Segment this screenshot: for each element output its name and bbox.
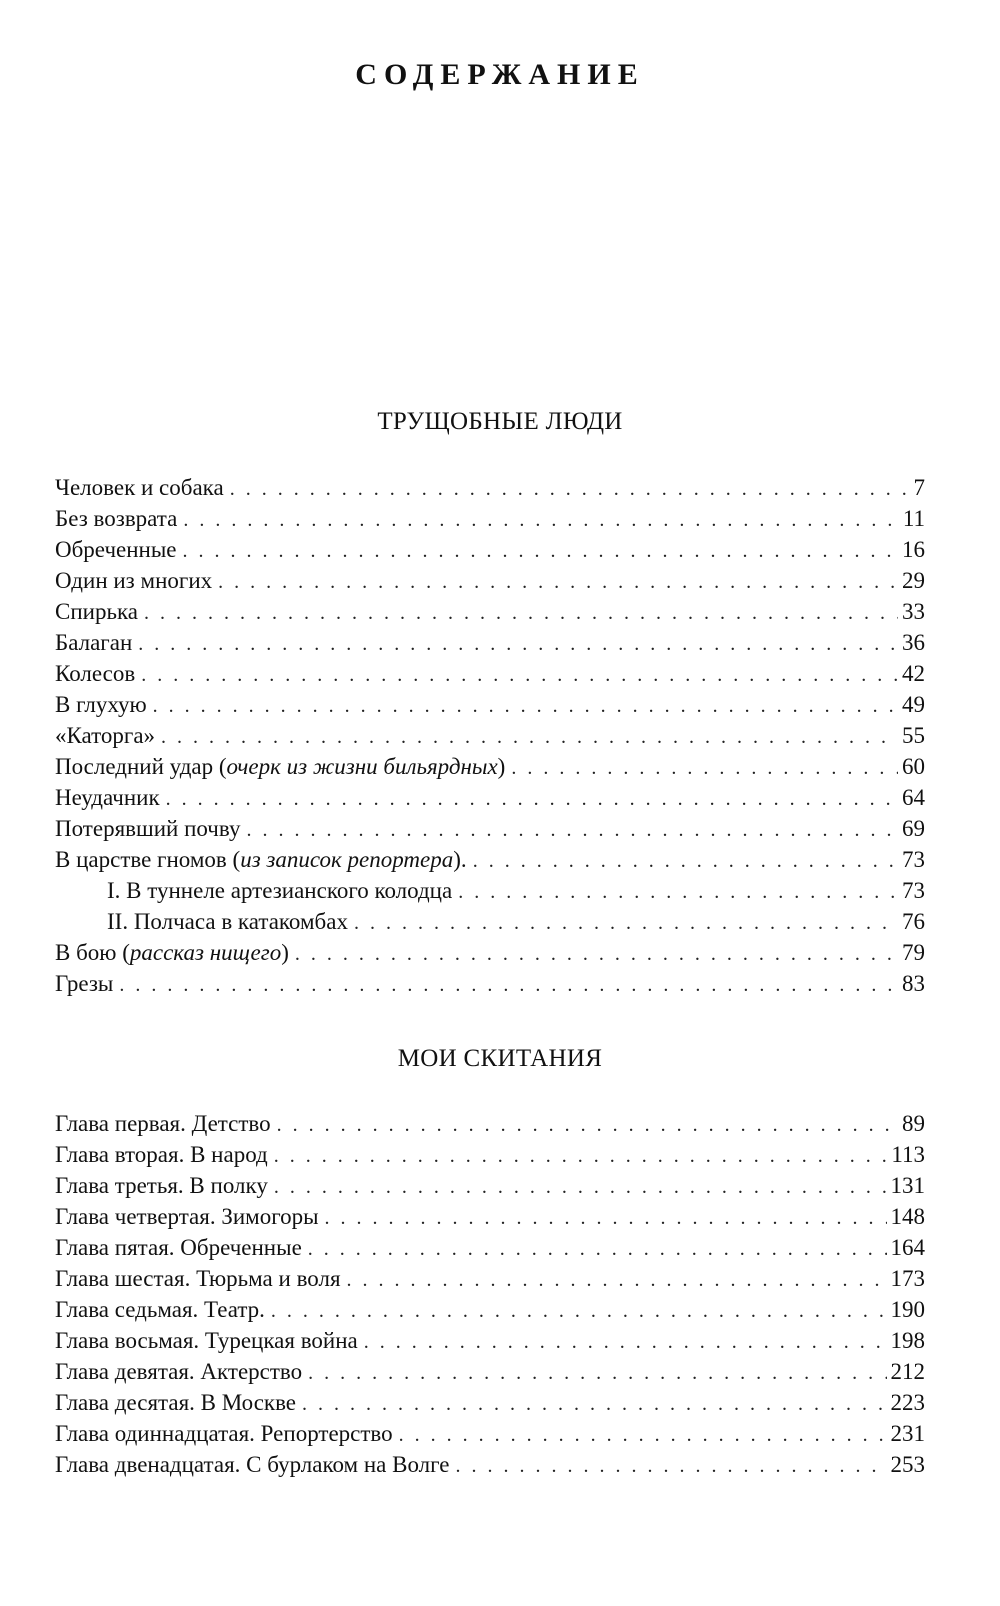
toc-entry[interactable]	[55, 875, 925, 906]
toc-entry-title	[55, 751, 505, 782]
toc-entry-title-suffix: )	[281, 940, 289, 965]
toc-entry-title-text: Глава третья. В полку	[55, 1173, 268, 1198]
dot-leader	[473, 846, 898, 877]
toc-entry-title	[55, 689, 147, 720]
section-title: ТРУЩОБНЫЕ ЛЮДИ	[377, 408, 623, 435]
toc-list	[55, 1108, 925, 1480]
toc-entry-title-text: Глава девятая. Актерство	[55, 1359, 303, 1384]
toc-entry-title-text: Неудачник	[55, 785, 160, 810]
toc-entry[interactable]	[55, 503, 925, 534]
toc-entry-title	[55, 1387, 296, 1418]
toc-entry-title	[55, 1170, 268, 1201]
toc-entry[interactable]	[55, 751, 925, 782]
dot-leader	[325, 1203, 887, 1234]
toc-page-number: 49	[902, 692, 925, 717]
toc-entry-title-text: В бою (	[55, 940, 130, 965]
toc-entry[interactable]	[55, 968, 925, 999]
dot-leader	[271, 1296, 887, 1327]
toc-entry-title	[55, 627, 132, 658]
toc-entry[interactable]	[55, 627, 925, 658]
dot-leader	[511, 753, 898, 784]
toc-entry-title-text: В глухую	[55, 692, 147, 717]
toc-entry[interactable]	[55, 1449, 925, 1480]
toc-page-number: 76	[902, 909, 925, 934]
toc-page-number: 29	[902, 568, 925, 593]
toc-page-number: 55	[902, 723, 925, 748]
toc-page-number: 11	[902, 506, 925, 531]
dot-leader	[119, 970, 898, 1001]
dot-leader	[354, 908, 898, 939]
toc-entry-title-text: Глава шестая. Тюрьма и воля	[55, 1266, 341, 1291]
toc-entry-title	[55, 937, 289, 968]
toc-page-number: 42	[902, 661, 925, 686]
toc-entry[interactable]	[55, 1325, 925, 1356]
dot-leader	[230, 474, 910, 505]
toc-entry-title	[107, 906, 348, 937]
toc-entry-title	[55, 968, 113, 999]
toc-entry[interactable]	[55, 1263, 925, 1294]
dot-leader	[246, 815, 898, 846]
toc-entry[interactable]	[55, 1170, 925, 1201]
toc-entry-title-text: I. В туннеле артезианского колодца	[107, 878, 453, 903]
toc-entry[interactable]	[55, 1201, 925, 1232]
toc-page-number: 231	[890, 1421, 925, 1446]
toc-entry[interactable]	[55, 596, 925, 627]
toc-entry-title-text: Грезы	[55, 971, 114, 996]
dot-leader	[144, 598, 898, 629]
toc-entry-title-suffix: ).	[453, 847, 467, 872]
toc-entry[interactable]	[55, 534, 925, 565]
dot-leader	[302, 1389, 886, 1420]
dot-leader	[347, 1265, 887, 1296]
toc-page-number: 190	[890, 1297, 925, 1322]
toc-entry-title	[55, 1325, 358, 1356]
toc-entry-title-text: Глава вторая. В народ	[55, 1142, 268, 1167]
toc-entry[interactable]	[55, 1356, 925, 1387]
dot-leader	[364, 1327, 887, 1358]
dot-leader	[274, 1141, 888, 1172]
toc-page-number: 64	[902, 785, 925, 810]
dot-leader	[161, 722, 898, 753]
toc-entry-title	[55, 1232, 302, 1263]
toc-entry-title	[55, 534, 177, 565]
toc-entry[interactable]	[55, 1139, 925, 1170]
toc-page-number: 198	[890, 1328, 925, 1353]
toc-entry[interactable]	[55, 1232, 925, 1263]
toc-page-number: 173	[890, 1266, 925, 1291]
toc-page-number: 83	[902, 971, 925, 996]
toc-entry[interactable]	[55, 1418, 925, 1449]
toc-page-number: 131	[890, 1173, 925, 1198]
dot-leader	[183, 505, 899, 536]
toc-entry[interactable]	[55, 782, 925, 813]
toc-page-number: 113	[891, 1142, 925, 1167]
toc-entry-title-text: Обреченные	[55, 537, 177, 562]
toc-page-number: 89	[902, 1111, 925, 1136]
toc-entry[interactable]	[55, 813, 925, 844]
section-title: МОИ СКИТАНИЯ	[397, 1045, 603, 1072]
toc-entry[interactable]	[55, 906, 925, 937]
toc-entry-title-text: Балаган	[55, 630, 133, 655]
toc-page-number: 79	[902, 940, 925, 965]
toc-entry-title	[55, 720, 155, 751]
toc-entry[interactable]	[55, 844, 925, 875]
toc-entry-title	[55, 472, 224, 503]
dot-leader	[308, 1234, 887, 1265]
toc-entry[interactable]	[55, 1294, 925, 1325]
toc-entry-title-text: Глава одиннадцатая. Репортерство	[55, 1421, 393, 1446]
toc-entry-title	[55, 1201, 319, 1232]
toc-entry-title-text: Глава десятая. В Москве	[55, 1390, 297, 1415]
dot-leader	[166, 784, 898, 815]
toc-entry-title-text: Потерявший почву	[55, 816, 241, 841]
toc-entry-title	[55, 844, 467, 875]
toc-entry-title	[55, 1356, 302, 1387]
dot-leader	[274, 1172, 887, 1203]
toc-entry[interactable]	[55, 472, 925, 503]
toc-entry-title	[55, 565, 212, 596]
toc-page-number: 73	[902, 847, 925, 872]
toc-page-number: 212	[890, 1359, 925, 1384]
toc-entry-title-text: Глава двенадцатая. С бурлаком на Волге	[55, 1452, 450, 1477]
dot-leader	[183, 536, 898, 567]
dot-leader	[153, 691, 898, 722]
toc-page-number: 33	[902, 599, 925, 624]
toc-page-number: 36	[902, 630, 925, 655]
toc-entry-title	[55, 813, 240, 844]
dot-leader	[218, 567, 898, 598]
dot-leader	[295, 939, 898, 970]
dot-leader	[399, 1420, 887, 1451]
toc-entry-title-text: «Каторга»	[55, 723, 156, 748]
toc-entry[interactable]	[55, 1108, 925, 1139]
toc-entry-title-text: В царстве гномов (	[55, 847, 241, 872]
toc-entry[interactable]	[55, 689, 925, 720]
toc-entry-title	[55, 658, 135, 689]
toc-page-number: 7	[913, 475, 925, 500]
toc-page-number: 164	[890, 1235, 925, 1260]
toc-entry-title-text: Спирька	[55, 599, 138, 624]
page-title: СОДЕРЖАНИЕ	[355, 58, 645, 91]
toc-entry-title-text: Глава восьмая. Турецкая война	[55, 1328, 358, 1353]
toc-entry-title-text: Последний удар (	[55, 754, 227, 779]
toc-entry-title-text: Глава седьмая. Театр.	[55, 1297, 265, 1322]
toc-entry-subtitle: очерк из жизни бильярдных	[226, 754, 498, 779]
dot-leader	[308, 1358, 886, 1389]
toc-page-number: 16	[902, 537, 925, 562]
toc-entry-title-text: Один из многих	[55, 568, 213, 593]
dot-leader	[138, 629, 898, 660]
toc-entry[interactable]	[55, 720, 925, 751]
toc-entry-title	[107, 875, 452, 906]
toc-entry-title	[55, 1449, 449, 1480]
toc-entry[interactable]	[55, 937, 925, 968]
dot-leader	[458, 877, 898, 908]
toc-entry-subtitle: из записок репортера	[240, 847, 454, 872]
toc-entry-title	[55, 1294, 265, 1325]
dot-leader	[141, 660, 898, 691]
toc-page-number: 60	[902, 754, 925, 779]
toc-entry-title	[55, 596, 138, 627]
toc-entry-subtitle: рассказ нищего	[129, 940, 282, 965]
dot-leader	[277, 1110, 898, 1141]
toc-entry-title	[55, 1418, 393, 1449]
toc-entry[interactable]	[55, 1387, 925, 1418]
toc-page-number: 223	[890, 1390, 925, 1415]
toc-entry-title-text: Человек и собака	[55, 475, 224, 500]
toc-entry-title-text: Без возврата	[55, 506, 178, 531]
toc-entry-title	[55, 1263, 341, 1294]
toc-entry-title-text: II. Полчаса в катакомбах	[107, 909, 348, 934]
toc-entry-title-text: Глава пятая. Обреченные	[55, 1235, 302, 1260]
toc-entry-title	[55, 1108, 271, 1139]
toc-entry-title	[55, 782, 160, 813]
toc-entry-title-text: Глава четвертая. Зимогоры	[55, 1204, 319, 1229]
toc-entry-title-text: Колесов	[55, 661, 136, 686]
toc-list	[55, 472, 925, 999]
toc-page-number: 69	[902, 816, 925, 841]
dot-leader	[455, 1451, 886, 1482]
toc-page-number: 253	[890, 1452, 925, 1477]
toc-entry[interactable]	[55, 565, 925, 596]
toc-entry-title-text: Глава первая. Детство	[55, 1111, 271, 1136]
toc-entry-title-suffix: )	[497, 754, 506, 779]
toc-entry-title	[55, 503, 177, 534]
toc-page-number: 73	[902, 878, 925, 903]
toc-page-number: 148	[890, 1204, 925, 1229]
toc-entry[interactable]	[55, 658, 925, 689]
toc-entry-title	[55, 1139, 268, 1170]
